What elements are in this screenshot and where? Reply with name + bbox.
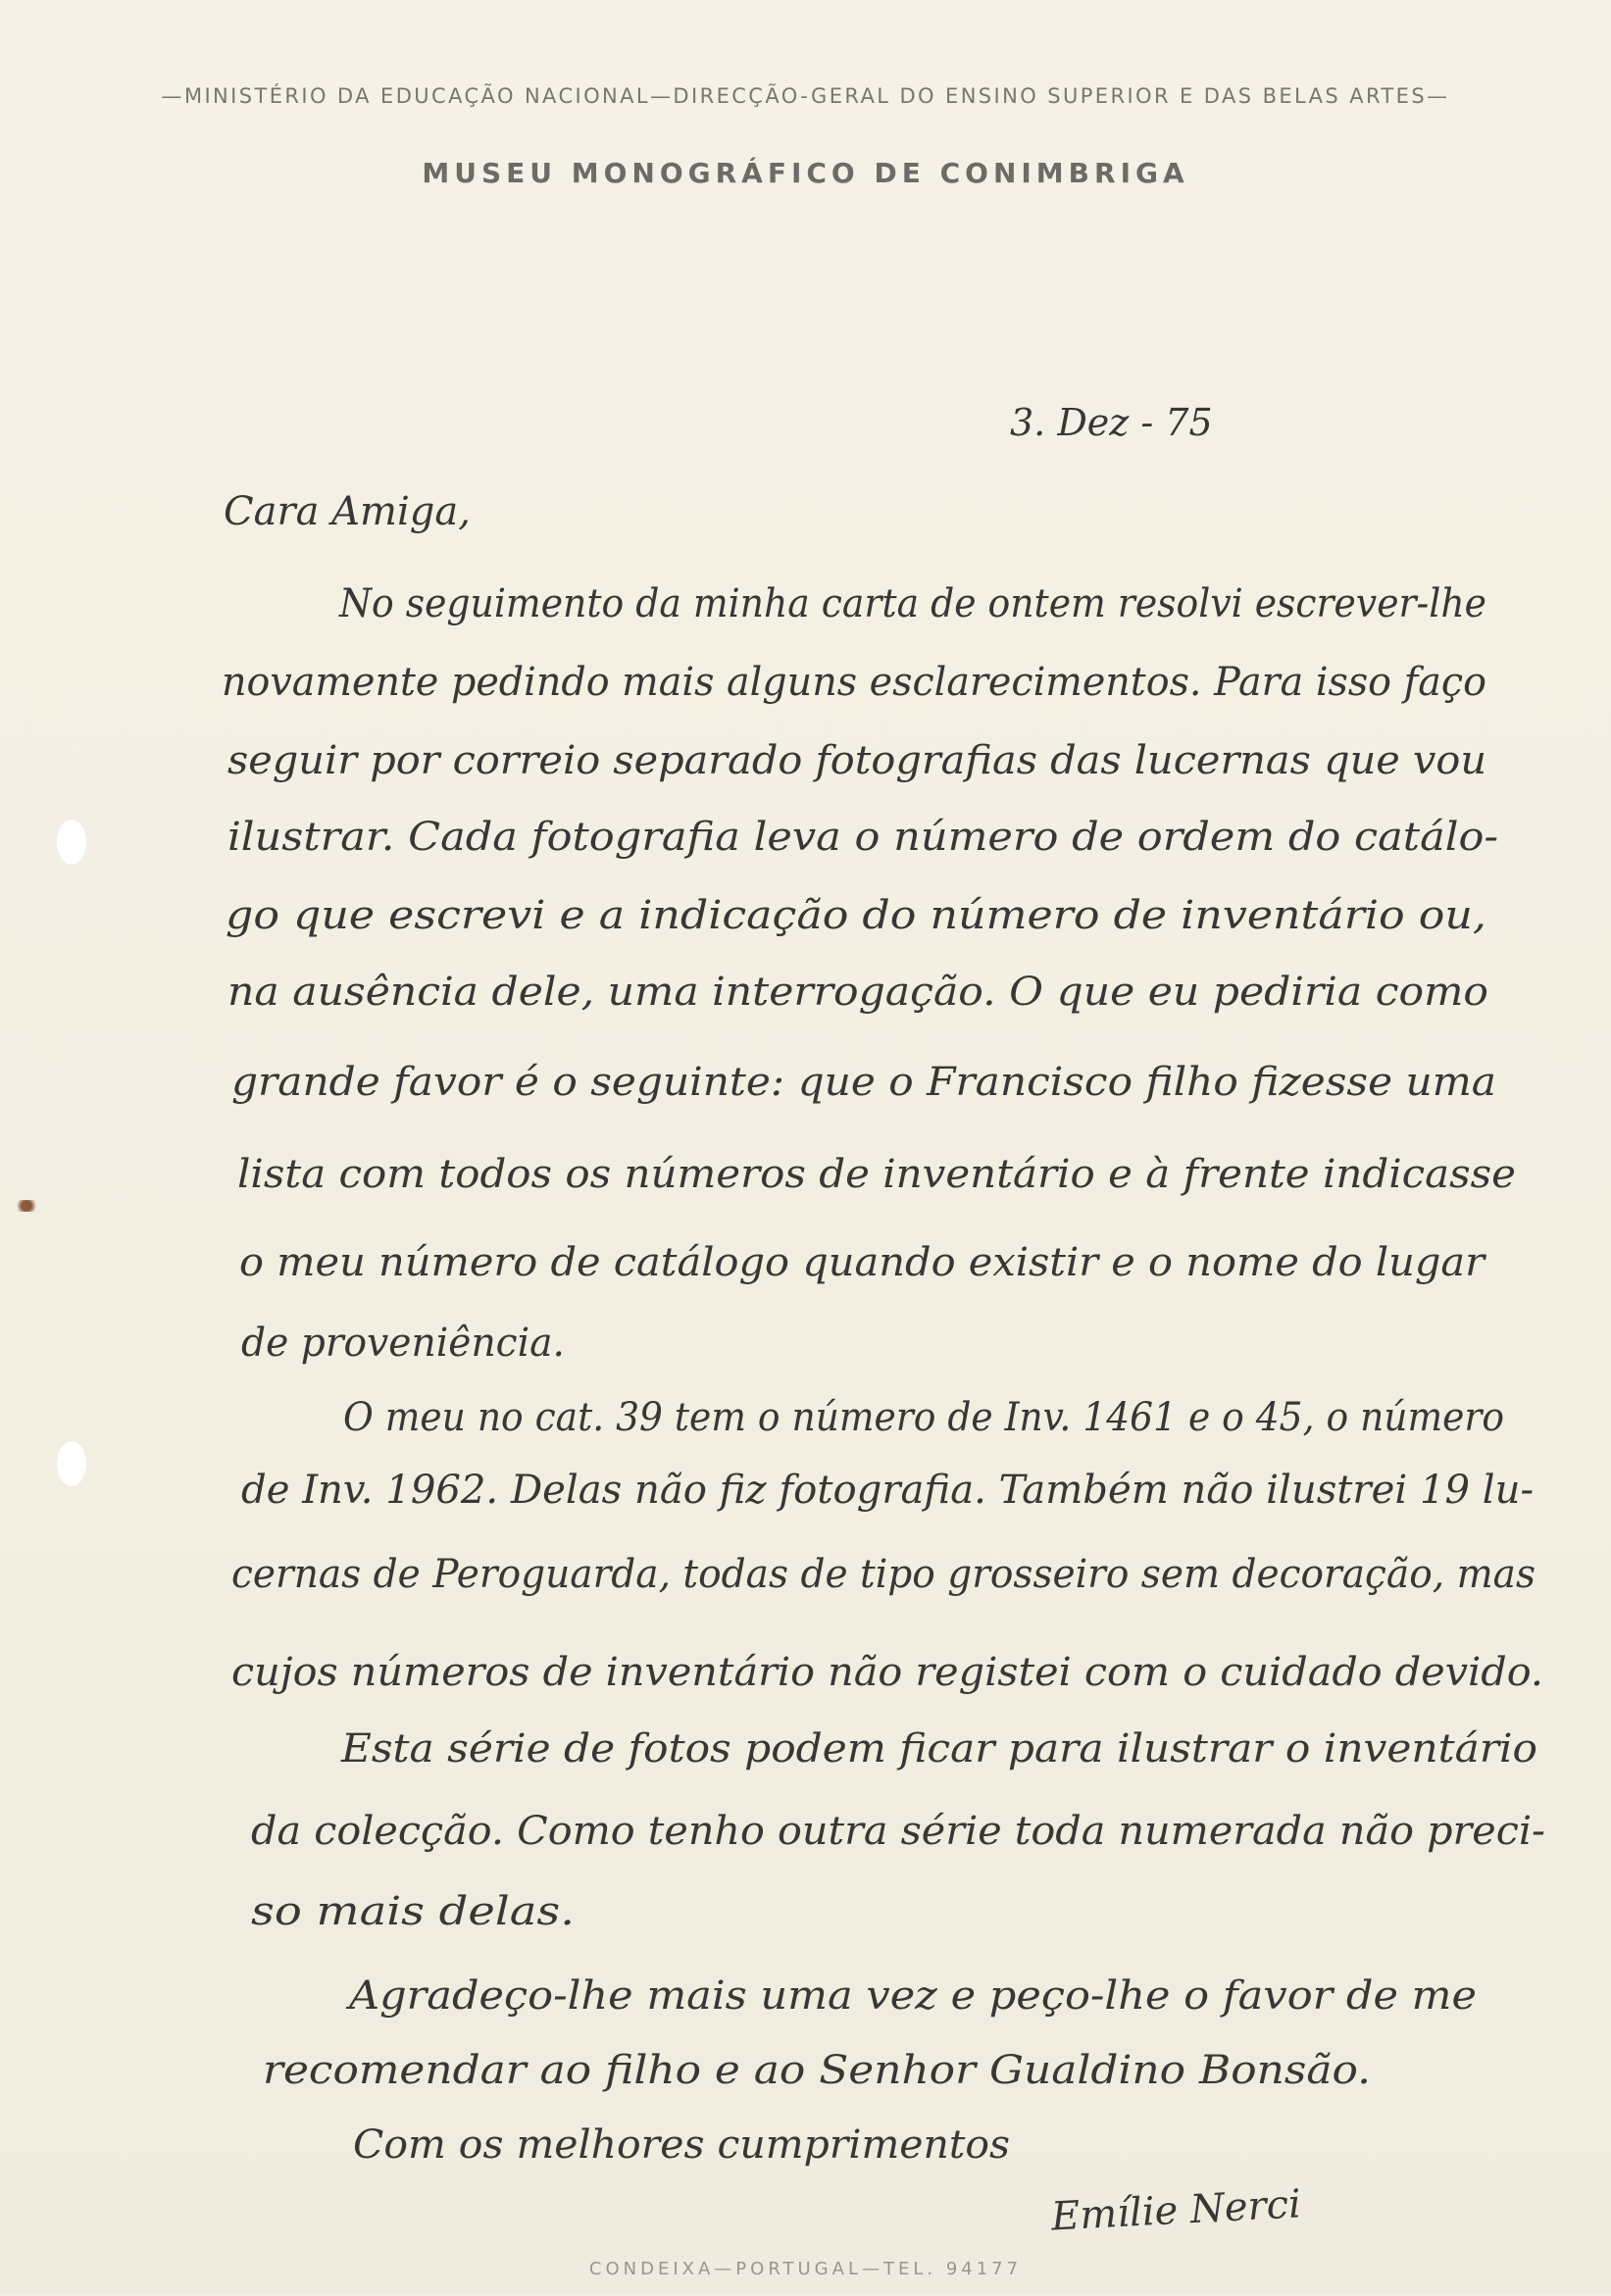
letter-line: go que escrevi e a indicação do número de inventário ou,	[226, 893, 1486, 938]
letter-line: cernas de Peroguarda, todas de tipo grosseiro sem decoração, mas	[231, 1552, 1535, 1597]
punch-hole	[57, 1441, 86, 1486]
letter-line: grande favor é o seguinte: que o Francisco filho fizesse uma	[231, 1060, 1496, 1105]
letter-line: o meu número de catálogo quando existir e o nome do lugar	[239, 1240, 1485, 1285]
letter-line: lista com todos os números de inventário e à frente indicasse	[237, 1152, 1516, 1197]
letter-line: Agradeço-lhe mais uma vez e peço-lhe o favor de me	[349, 1973, 1477, 2019]
letter-line: No seguimento da minha carta de ontem resolvi escrever-lhe	[339, 581, 1486, 626]
letter-line: cujos números de inventário não registei com o cuidado devido.	[231, 1650, 1543, 1695]
salutation: Cara Amiga,	[224, 489, 471, 534]
letter-line: de Inv. 1962. Delas não fiz fotografia. Também não ilustrei 19 lu-	[241, 1468, 1534, 1513]
letter-line: da colecção. Como tenho outra série toda numerada não preci-	[251, 1809, 1546, 1854]
letter-line: ilustrar. Cada fotografia leva o número de ordem do catálo-	[227, 815, 1498, 860]
letter-line: recomendar ao filho e ao Senhor Gualdino Bonsão.	[263, 2048, 1371, 2093]
letter-line: so mais delas.	[251, 1889, 575, 1934]
ministry-header: —MINISTÉRIO DA EDUCAÇÃO NACIONAL—DIRECÇÃO-GERAL DO ENSINO SUPERIOR E DAS BELAS ARTES—	[161, 84, 1450, 108]
letter-line: novamente pedindo mais alguns esclarecimentos. Para isso faço	[222, 660, 1486, 705]
signature: Emílie Nerci	[1049, 2181, 1302, 2240]
punch-hole	[57, 820, 86, 865]
ink-stain	[14, 1200, 39, 1212]
letter-line: Com os melhores cumprimentos	[353, 2122, 1010, 2168]
letter-line: de proveniência.	[241, 1321, 565, 1366]
footer-address: CONDEIXA—PORTUGAL—TEL. 94177	[588, 2259, 1023, 2279]
letter-line: na ausência dele, uma interrogação. O que eu pediria como	[227, 970, 1488, 1015]
letter-line: seguir por correio separado fotografias das lucernas que vou	[227, 738, 1486, 783]
letter-line: O meu no cat. 39 tem o número de Inv. 1461 e o 45, o número	[343, 1395, 1504, 1440]
museum-title: MUSEU MONOGRÁFICO DE CONIMBRIGA	[422, 157, 1189, 189]
letter-date: 3. Dez - 75	[1010, 401, 1213, 444]
letter-line: Esta série de fotos podem ficar para ilustrar o inventário	[341, 1726, 1537, 1772]
